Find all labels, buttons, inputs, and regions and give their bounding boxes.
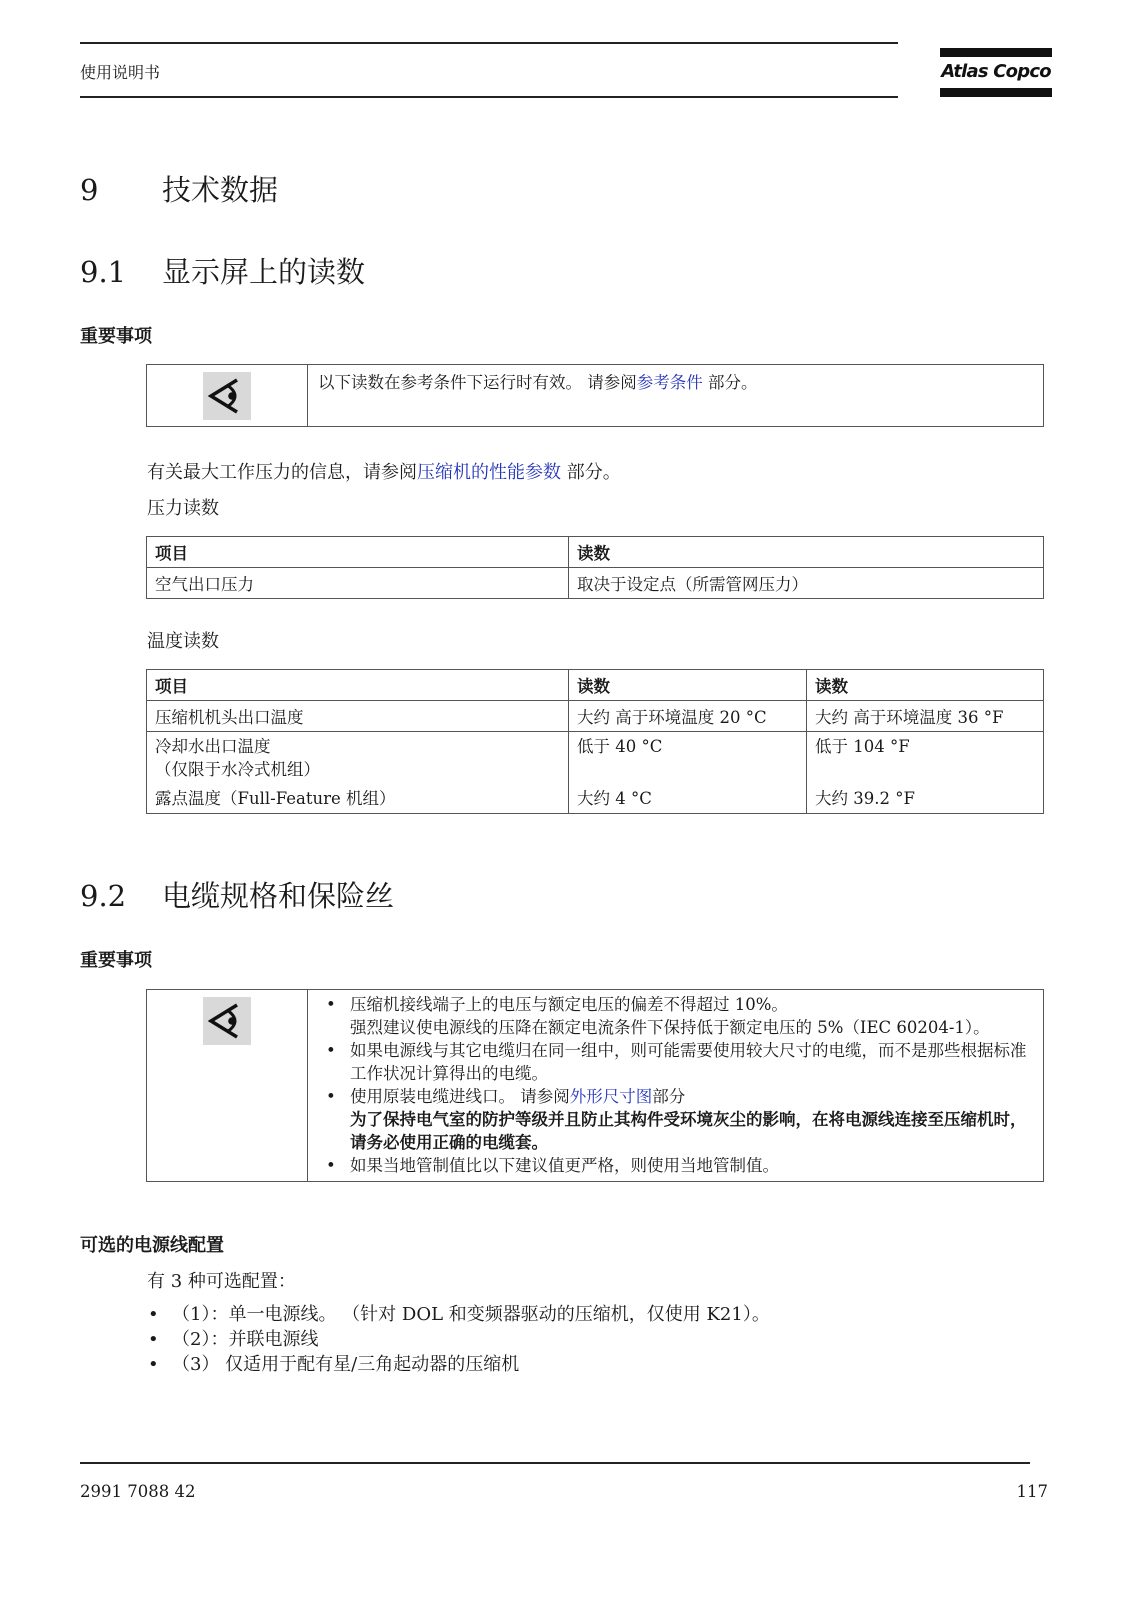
list-item: • （3） 仅适用于配有星/三角起动器的压缩机 [140,1352,770,1377]
header-title: 使用说明书 [80,63,161,82]
max-pressure-paragraph [147,458,621,484]
options-heading: 可选的电源线配置 [80,1235,224,1256]
important-heading: 重要事项 [80,326,152,347]
max-pressure-text-end: 部分。 [561,462,621,483]
bullet-text-end: 部分 [652,1087,686,1106]
section-9-heading [80,168,278,209]
eye-icon [203,997,251,1045]
table-cell: 取决于设定点（所需管网压力） [569,568,1044,599]
note-text-cell [308,365,1044,427]
table-cell: 大约 高于环境温度 20 °C [569,701,807,732]
list-item: • 如果当地管制值比以下建议值更严格，则使用当地管制值。 [318,1154,1035,1177]
section-number: 9 [80,173,99,207]
cell-line: 露点温度（Full-Feature 机组） [155,789,396,808]
section-title: 技术数据 [162,173,279,207]
note-bullet-list [318,993,1035,1177]
note-box [146,989,1044,1182]
table-cell [569,732,807,814]
header-bottom-rule [80,96,898,98]
list-item: • （2）：并联电源线 [140,1327,770,1352]
cell-line: 低于 104 °F [815,737,910,756]
note-icon-cell [147,365,308,427]
table-header-row [147,670,1044,701]
cell-line: （仅限于水冷式机组） [155,760,320,779]
bullet-text: 使用原装电缆进线口。 请参阅 [350,1087,570,1106]
table-row [147,568,1044,599]
list-item: • （1）：单一电源线。 （针对 DOL 和变频器驱动的压缩机，仅使用 K21）。 [140,1302,770,1327]
note-icon-cell [147,990,308,1182]
cell-line: 大约 4 °C [577,789,652,808]
section-title: 显示屏上的读数 [162,255,366,289]
table-header-cell: 项目 [147,537,569,568]
brand-logo [940,48,1052,100]
table-cell: 压缩机机头出口温度 [147,701,569,732]
important-heading: 重要事项 [80,950,152,971]
list-item [318,993,1035,1039]
note-text-cell [308,990,1044,1182]
list-item [318,1085,1035,1154]
cell-line: 冷却水出口温度 [155,737,271,756]
temperature-table [146,669,1044,814]
compressor-performance-link[interactable]: 压缩机的性能参数 [417,462,561,483]
table-cell: 空气出口压力 [147,568,569,599]
cell-line: 低于 40 °C [577,737,663,756]
table-header-cell: 读数 [569,670,807,701]
page-number: 117 [1016,1482,1048,1501]
logo-text: Atlas Copco [941,61,1051,82]
eye-icon [203,372,251,420]
section-9-1-heading [80,250,365,291]
temperature-readings-heading: 温度读数 [147,631,219,652]
note-box [146,364,1044,427]
note-text: 以下读数在参考条件下运行时有效。 请参阅 [318,373,637,392]
options-intro: 有 3 种可选配置： [147,1271,296,1292]
table-cell: 大约 高于环境温度 36 °F [807,701,1044,732]
pressure-readings-heading: 压力读数 [147,498,219,519]
table-header-cell: 读数 [569,537,1044,568]
table-cell [807,732,1044,814]
table-header-cell: 项目 [147,670,569,701]
table-cell [147,732,569,814]
bullet-text: 强烈建议使电源线的压降在额定电流条件下保持低于额定电压的 5%（IEC 60204-1）。 [350,1018,990,1037]
list-item: • 如果电源线与其它电缆归在同一组中，则可能需要使用较大尺寸的电缆，而不是那些根据标准工作状况计算得出的电缆。 [318,1039,1035,1085]
pressure-table [146,536,1044,599]
section-9-2-heading [80,874,394,915]
header-top-rule [80,42,898,44]
outline-drawing-link[interactable]: 外形尺寸图 [569,1087,653,1106]
max-pressure-text: 有关最大工作压力的信息，请参阅 [147,462,417,483]
options-list [140,1302,770,1377]
table-row [147,732,1044,814]
table-header-cell: 读数 [807,670,1044,701]
cell-line: 大约 39.2 °F [815,789,915,808]
footer-rule [80,1462,1030,1464]
bullet-bold-text: 为了保持电气室的防护等级并且防止其构件受环境灰尘的影响，在将电源线连接至压缩机时，请务必使用正确的电缆套。 [350,1110,1027,1152]
section-number: 9.1 [80,255,127,289]
bullet-text: • 压缩机接线端子上的电压与额定电压的偏差不得超过 10%。 [350,995,788,1014]
document-number: 2991 7088 42 [80,1482,196,1501]
table-header-row [147,537,1044,568]
reference-conditions-link[interactable]: 参考条件 [636,373,703,392]
section-number: 9.2 [80,879,127,913]
note-text-end: 部分。 [702,373,758,392]
section-title: 电缆规格和保险丝 [162,879,395,913]
table-row [147,701,1044,732]
